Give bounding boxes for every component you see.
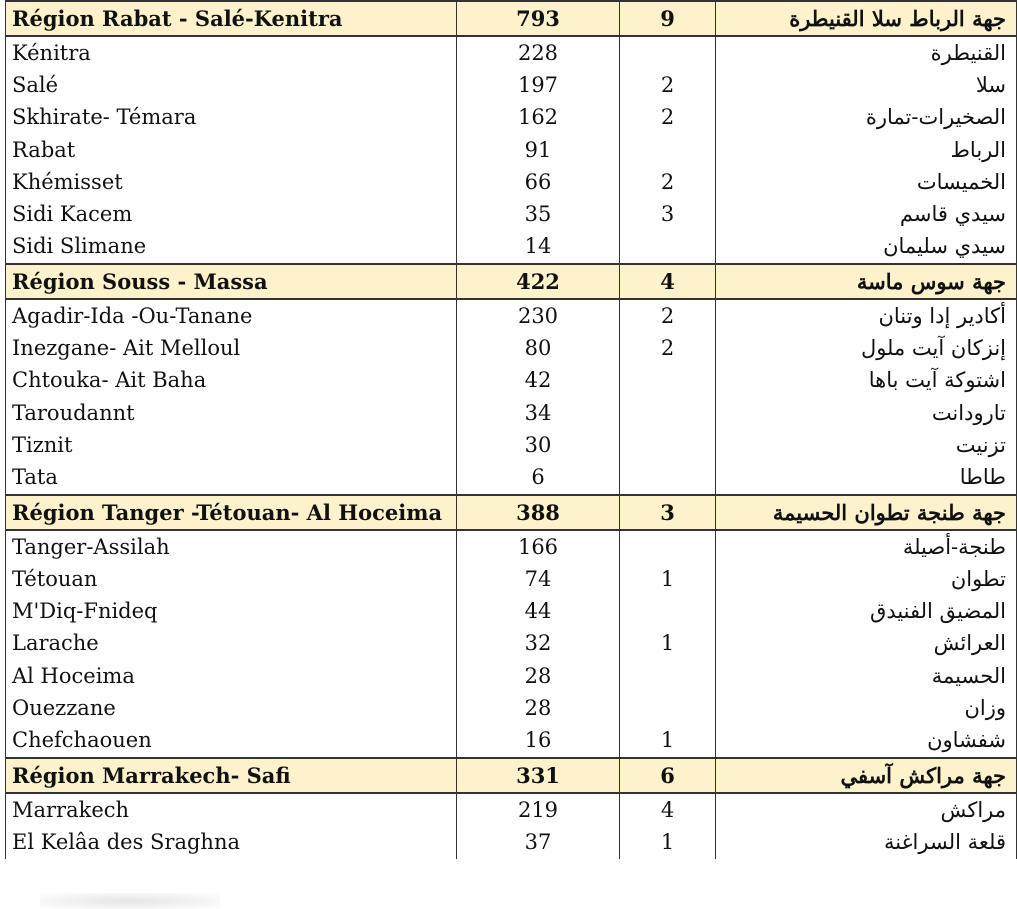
total-cell: 80 bbox=[457, 332, 620, 364]
french-name-cell: Larache bbox=[6, 628, 457, 660]
count-cell: 1 bbox=[620, 563, 716, 595]
french-name-cell: Tanger-Assilah bbox=[6, 530, 457, 563]
total-cell: 28 bbox=[457, 692, 620, 724]
table-row bbox=[6, 166, 1017, 198]
table-row bbox=[6, 826, 1017, 858]
count-cell: 4 bbox=[620, 264, 716, 299]
french-name-cell: Chtouka- Ait Baha bbox=[6, 365, 457, 397]
total-cell: 28 bbox=[457, 660, 620, 692]
french-name-cell: Ouezzane bbox=[6, 692, 457, 724]
french-name-cell: Rabat bbox=[6, 134, 457, 166]
total-cell: 34 bbox=[457, 397, 620, 429]
count-cell: 6 bbox=[620, 758, 716, 793]
french-name-cell: Région Tanger -Tétouan- Al Hoceima bbox=[6, 495, 457, 530]
arabic-name-cell: الخميسات bbox=[716, 166, 1017, 198]
total-cell: 37 bbox=[457, 826, 620, 858]
table-row bbox=[6, 793, 1017, 826]
arabic-name-cell: تارودانت bbox=[716, 397, 1017, 429]
count-cell bbox=[620, 660, 716, 692]
table-row bbox=[6, 231, 1017, 264]
total-cell: 91 bbox=[457, 134, 620, 166]
arabic-name-cell: المضيق الفنيدق bbox=[716, 595, 1017, 627]
count-cell: 1 bbox=[620, 826, 716, 858]
french-name-cell: Agadir-Ida -Ou-Tanane bbox=[6, 299, 457, 332]
regional-cases-table bbox=[5, 0, 1017, 859]
region-row bbox=[6, 1, 1017, 36]
count-cell: 3 bbox=[620, 495, 716, 530]
page-shadow bbox=[40, 893, 220, 909]
total-cell: 793 bbox=[457, 1, 620, 36]
count-cell: 2 bbox=[620, 299, 716, 332]
french-name-cell: Kénitra bbox=[6, 36, 457, 69]
french-name-cell: M'Diq-Fnideq bbox=[6, 595, 457, 627]
count-cell: 3 bbox=[620, 198, 716, 230]
count-cell bbox=[620, 462, 716, 495]
arabic-name-cell: أكادير إدا وتنان bbox=[716, 299, 1017, 332]
count-cell bbox=[620, 231, 716, 264]
arabic-name-cell: شفشاون bbox=[716, 725, 1017, 758]
total-cell: 30 bbox=[457, 429, 620, 461]
french-name-cell: Skhirate- Témara bbox=[6, 102, 457, 134]
arabic-name-cell: طنجة-أصيلة bbox=[716, 530, 1017, 563]
table-row bbox=[6, 332, 1017, 364]
table-row bbox=[6, 36, 1017, 69]
count-cell bbox=[620, 692, 716, 724]
total-cell: 166 bbox=[457, 530, 620, 563]
french-name-cell: Région Marrakech- Safi bbox=[6, 758, 457, 793]
arabic-name-cell: قلعة السراغنة bbox=[716, 826, 1017, 858]
table-row bbox=[6, 462, 1017, 495]
table-row bbox=[6, 429, 1017, 461]
total-cell: 44 bbox=[457, 595, 620, 627]
french-name-cell: Chefchaouen bbox=[6, 725, 457, 758]
count-cell bbox=[620, 36, 716, 69]
total-cell: 219 bbox=[457, 793, 620, 826]
table-row bbox=[6, 397, 1017, 429]
total-cell: 32 bbox=[457, 628, 620, 660]
french-name-cell: Sidi Slimane bbox=[6, 231, 457, 264]
table-row bbox=[6, 595, 1017, 627]
total-cell: 74 bbox=[457, 563, 620, 595]
count-cell: 1 bbox=[620, 628, 716, 660]
french-name-cell: Salé bbox=[6, 69, 457, 101]
table-row bbox=[6, 198, 1017, 230]
french-name-cell: El Kelâa des Sraghna bbox=[6, 826, 457, 858]
arabic-name-cell: تطوان bbox=[716, 563, 1017, 595]
arabic-name-cell: إنزكان آيت ملول bbox=[716, 332, 1017, 364]
region-row bbox=[6, 264, 1017, 299]
arabic-name-cell: جهة الرباط سلا القنيطرة bbox=[716, 1, 1017, 36]
table-row bbox=[6, 530, 1017, 563]
total-cell: 422 bbox=[457, 264, 620, 299]
table-row bbox=[6, 102, 1017, 134]
arabic-name-cell: الصخيرات-تمارة bbox=[716, 102, 1017, 134]
table-row bbox=[6, 725, 1017, 758]
arabic-name-cell: مراكش bbox=[716, 793, 1017, 826]
french-name-cell: Tata bbox=[6, 462, 457, 495]
french-name-cell: Région Souss - Massa bbox=[6, 264, 457, 299]
arabic-name-cell: سيدي سليمان bbox=[716, 231, 1017, 264]
region-row bbox=[6, 495, 1017, 530]
total-cell: 388 bbox=[457, 495, 620, 530]
table-row bbox=[6, 69, 1017, 101]
french-name-cell: Tétouan bbox=[6, 563, 457, 595]
total-cell: 162 bbox=[457, 102, 620, 134]
french-name-cell: Inezgane- Ait Melloul bbox=[6, 332, 457, 364]
table-row bbox=[6, 365, 1017, 397]
arabic-name-cell: طاطا bbox=[716, 462, 1017, 495]
french-name-cell: Khémisset bbox=[6, 166, 457, 198]
table-row bbox=[6, 134, 1017, 166]
french-name-cell: Al Hoceima bbox=[6, 660, 457, 692]
count-cell bbox=[620, 365, 716, 397]
total-cell: 197 bbox=[457, 69, 620, 101]
arabic-name-cell: اشتوكة آيت باها bbox=[716, 365, 1017, 397]
arabic-name-cell: جهة طنجة تطوان الحسيمة bbox=[716, 495, 1017, 530]
arabic-name-cell: العرائش bbox=[716, 628, 1017, 660]
total-cell: 66 bbox=[457, 166, 620, 198]
french-name-cell: Marrakech bbox=[6, 793, 457, 826]
count-cell bbox=[620, 397, 716, 429]
count-cell: 2 bbox=[620, 102, 716, 134]
count-cell: 4 bbox=[620, 793, 716, 826]
region-row bbox=[6, 758, 1017, 793]
table-body bbox=[6, 1, 1017, 859]
arabic-name-cell: تزنيت bbox=[716, 429, 1017, 461]
arabic-name-cell: جهة مراكش آسفي bbox=[716, 758, 1017, 793]
total-cell: 42 bbox=[457, 365, 620, 397]
arabic-name-cell: الرباط bbox=[716, 134, 1017, 166]
total-cell: 16 bbox=[457, 725, 620, 758]
total-cell: 228 bbox=[457, 36, 620, 69]
count-cell: 1 bbox=[620, 725, 716, 758]
total-cell: 331 bbox=[457, 758, 620, 793]
count-cell bbox=[620, 429, 716, 461]
total-cell: 230 bbox=[457, 299, 620, 332]
count-cell: 9 bbox=[620, 1, 716, 36]
french-name-cell: Tiznit bbox=[6, 429, 457, 461]
arabic-name-cell: وزان bbox=[716, 692, 1017, 724]
table-row bbox=[6, 692, 1017, 724]
count-cell bbox=[620, 134, 716, 166]
table-row bbox=[6, 563, 1017, 595]
count-cell: 2 bbox=[620, 332, 716, 364]
french-name-cell: Sidi Kacem bbox=[6, 198, 457, 230]
arabic-name-cell: القنيطرة bbox=[716, 36, 1017, 69]
french-name-cell: Région Rabat - Salé-Kenitra bbox=[6, 1, 457, 36]
total-cell: 14 bbox=[457, 231, 620, 264]
arabic-name-cell: سيدي قاسم bbox=[716, 198, 1017, 230]
arabic-name-cell: سلا bbox=[716, 69, 1017, 101]
table-row bbox=[6, 660, 1017, 692]
arabic-name-cell: الحسيمة bbox=[716, 660, 1017, 692]
count-cell bbox=[620, 595, 716, 627]
total-cell: 35 bbox=[457, 198, 620, 230]
french-name-cell: Taroudannt bbox=[6, 397, 457, 429]
count-cell: 2 bbox=[620, 166, 716, 198]
total-cell: 6 bbox=[457, 462, 620, 495]
arabic-name-cell: جهة سوس ماسة bbox=[716, 264, 1017, 299]
count-cell bbox=[620, 530, 716, 563]
count-cell: 2 bbox=[620, 69, 716, 101]
table-row bbox=[6, 628, 1017, 660]
table-row bbox=[6, 299, 1017, 332]
